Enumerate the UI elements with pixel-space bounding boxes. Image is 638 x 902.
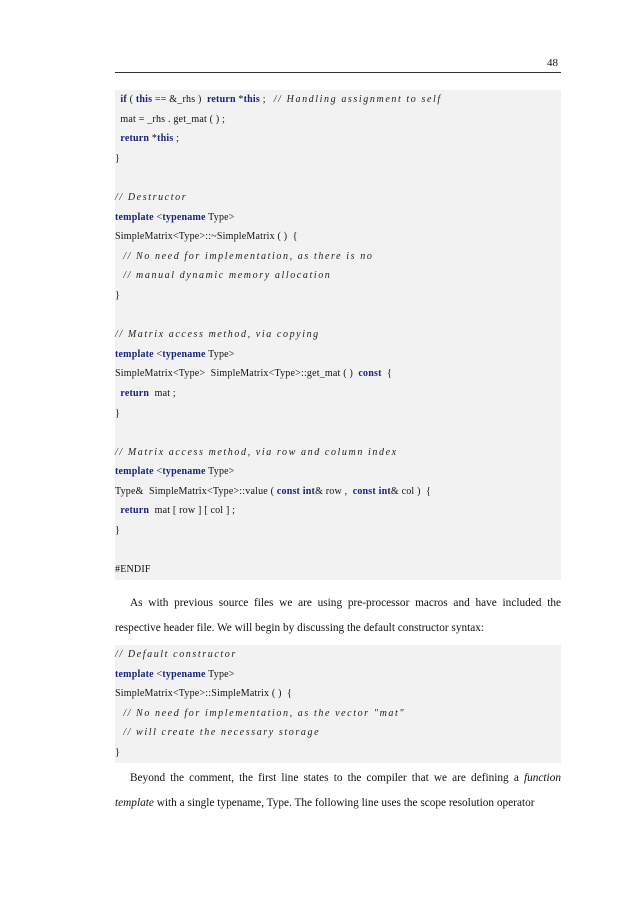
code-comment: // Matrix access method, via copying (115, 329, 320, 341)
code-line (115, 168, 561, 188)
code-comment: // Default constructor (115, 649, 237, 660)
code-comment: // Handling assignment to self (273, 94, 442, 105)
code-block-matrix-methods (115, 90, 561, 580)
code-line (115, 129, 561, 149)
code-keyword: typename (162, 211, 206, 223)
code-text: ; (260, 94, 274, 105)
code-line (115, 501, 561, 521)
code-comment: // manual dynamic memory allocation (115, 270, 332, 282)
code-text: } (115, 525, 120, 537)
paragraph-text: Beyond the comment, the first line states to the compiler that we are defining a (130, 772, 524, 784)
paragraph-preprocessor (115, 591, 561, 640)
emphasis-function-template: function template (115, 772, 561, 809)
code-keyword: this (157, 133, 174, 145)
code-line (115, 541, 561, 561)
code-line (115, 227, 561, 247)
code-keyword: return (115, 133, 150, 145)
code-keyword: typename (162, 466, 206, 478)
code-keyword: template (115, 466, 154, 478)
code-keyword: if (115, 94, 130, 105)
code-text: mat [ row ] [ col ] ; (149, 505, 236, 517)
code-line (115, 345, 561, 365)
code-text: ( (129, 94, 136, 105)
code-text: Type> (205, 211, 235, 223)
code-line (115, 684, 561, 704)
code-keyword: template (115, 211, 154, 223)
code-text: Type& SimpleMatrix<Type>::value ( (115, 485, 277, 497)
code-line (115, 306, 561, 326)
code-text: < (153, 668, 163, 680)
code-text: ; (173, 133, 180, 145)
code-line (115, 247, 561, 267)
code-text: == &_rhs ) (152, 94, 207, 105)
code-text: SimpleMatrix<Type> SimpleMatrix<Type>::get_mat ( ) (115, 368, 359, 380)
code-keyword: const (358, 368, 382, 380)
code-text: } (115, 407, 120, 419)
code-keyword: return (206, 94, 236, 105)
code-line (115, 364, 561, 384)
code-line (115, 723, 561, 743)
code-line (115, 149, 561, 169)
code-text: { (381, 368, 393, 380)
code-line (115, 482, 561, 502)
code-text: } (115, 289, 120, 301)
code-text: SimpleMatrix<Type>::~SimpleMatrix ( ) { (115, 231, 298, 243)
code-keyword: template (115, 668, 154, 680)
code-text: & row , (315, 485, 353, 497)
code-keyword: typename (162, 668, 206, 680)
code-line (115, 423, 561, 443)
code-block-default-constructor (115, 645, 561, 763)
code-keyword: template (115, 348, 154, 360)
code-text: & col ) { (390, 485, 432, 497)
code-line (115, 188, 561, 208)
code-line (115, 560, 561, 580)
code-text: } (115, 152, 120, 164)
code-text: } (115, 746, 120, 758)
code-text: mat = _rhs . get_mat ( ) ; (115, 113, 226, 125)
code-line (115, 704, 561, 724)
code-line (115, 266, 561, 286)
paragraph-function-template (115, 766, 561, 815)
code-text: < (153, 348, 163, 360)
code-text: * (235, 94, 244, 105)
code-text: Type> (205, 348, 235, 360)
code-keyword: this (135, 94, 153, 105)
code-line (115, 462, 561, 482)
code-line (115, 443, 561, 463)
page-number: 48 (547, 57, 558, 69)
code-text: SimpleMatrix<Type>::SimpleMatrix ( ) { (115, 688, 293, 700)
code-text: Type> (205, 668, 235, 680)
code-comment: // Matrix access method, via row and column index (115, 446, 398, 458)
code-line (115, 521, 561, 541)
code-keyword: typename (162, 348, 206, 360)
code-text: mat ; (149, 387, 176, 399)
code-line (115, 90, 561, 110)
code-line (115, 384, 561, 404)
code-text: Type> (205, 466, 235, 478)
code-line (115, 286, 561, 306)
code-keyword: return (115, 387, 150, 399)
code-text: * (149, 133, 158, 145)
code-keyword: const int (352, 485, 391, 497)
code-line (115, 404, 561, 424)
header-rule (115, 72, 561, 73)
code-line (115, 645, 561, 665)
paragraph-text: with a single typename, Type. The following line uses the scope resolution operator (153, 796, 535, 809)
code-text: < (153, 211, 163, 223)
code-keyword: return (115, 505, 150, 517)
code-line (115, 325, 561, 345)
code-text: < (153, 466, 163, 478)
code-text: #ENDIF (115, 564, 151, 576)
paragraph-text: As with previous source files we are using pre-processor macros and have included the respective header file. We will begin by discussing the default constructor syntax: (115, 597, 561, 634)
code-line (115, 110, 561, 130)
code-keyword: const int (276, 485, 316, 497)
code-line (115, 665, 561, 685)
code-comment: // will create the necessary storage (115, 727, 321, 739)
code-comment: // No need for implementation, as there is no (115, 250, 374, 262)
code-comment: // No need for implementation, as the vector "mat" (115, 707, 406, 719)
code-line (115, 743, 561, 763)
code-keyword: this (243, 94, 261, 105)
code-comment: // Destructor (115, 191, 188, 203)
code-line (115, 208, 561, 228)
